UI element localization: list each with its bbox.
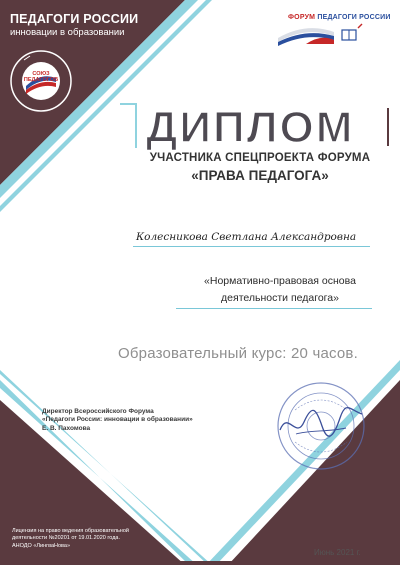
issue-date: Июнь 2021 г. [314,548,361,557]
recipient-name: Колесникова Светлана Александровна [136,231,357,243]
course-hours: Образовательный курс: 20 часов. [118,345,358,362]
recipient-underline [133,246,370,247]
director-signature [276,400,366,445]
forum-logo-label: ФОРУМ ПЕДАГОГИ РОССИИ [288,14,391,21]
brand-title: ПЕДАГОГИ РОССИИ [10,12,139,26]
director-name: Е. В. Пахомова [42,424,91,432]
forum-flag-icon [276,22,386,46]
forum-logo [276,12,391,46]
course-title-line2: деятельности педагога» [221,291,339,304]
diploma-title: ДИПЛОМ [146,103,355,152]
diploma-subtitle [130,152,390,183]
director-block [42,408,193,433]
course-title-line1: «Нормативно-правовая основа [204,275,356,287]
subtitle-line1: УЧАСТНИКА СПЕЦПРОЕКТА ФОРУМА [149,152,371,164]
license-line1: Лицензия на право ведения образовательной [12,528,129,534]
brand-subtitle: инновации в образовании [10,27,125,38]
union-logo-text: СОЮЗ ПЕДАГОГОВ [23,71,59,84]
license-line2: деятельности №20201 от 19.01.2020 года. [12,535,121,542]
director-line2: «Педагоги России: инновации в образовании» [42,416,193,424]
license-info [12,528,162,550]
header-brand [10,12,140,38]
course-underline [176,308,372,309]
license-line3: АНОДО «ЛингваНова» [12,542,71,549]
diploma-title-graphic [120,98,400,154]
director-line1: Директор Всероссийского Форума [42,408,154,415]
course-title [180,273,380,307]
subtitle-line2: «ПРАВА ПЕДАГОГА» [191,168,329,183]
